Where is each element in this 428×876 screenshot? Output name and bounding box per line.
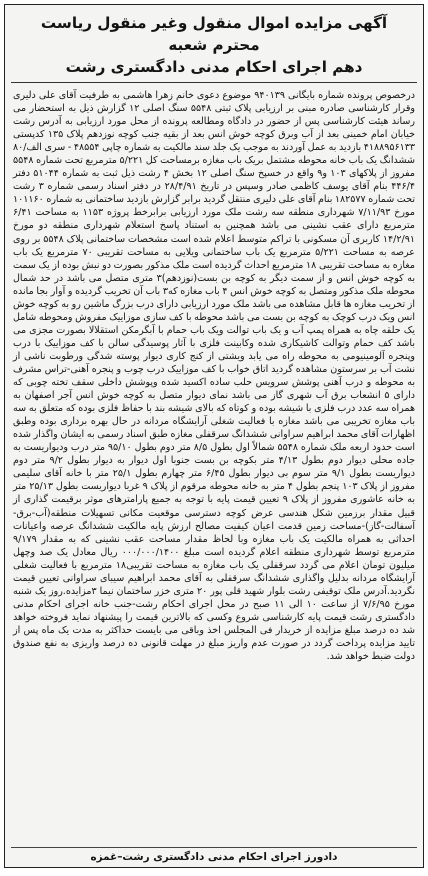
notice-title-line-2: دهم اجرای احکام مدنی دادگستری رشت [65,58,363,76]
notice-body-text: درخصوص پرونده شماره بایگانی ۹۴۰۱۳۹ موضوع دعوی خانم زهرا هاشمی به طرفیت آقای علی دلیری وقرار کارشناسی صادره مبنی بر ارزیابی پلاک ثبتی ۵۵۴۸ سنگ اصلی ۱۲ گزارش ذیل به استحضار می رساند هیئت کارشناسی پس از حضور در دادگاه ومطالعه پرونده از محل مورد ارزیابی به آدرس رشت خیابان امام خمینی بعد از آب وبرق کوچه خوش انس بعد از بقیه جنب کوچه نوزدهم پلاک ۱۳۵ کدپستی ۴۱۸۸۹۵۶۱۳۳ بازدید به عمل آوردند به موجب یک جلد سند مالکیت به شماره چاپی ۴۸۵۵۴ - سری الف/۸۰ ششدانگ یک باب خانه محوطه مشتمل بریک باب مغازه برمساحت کل ۵/۲۲۱ مترمربع تحت شماره ۵۵۴۸ مفروز از پلاکهای ۱۰۳ و۹ واقع در خسپخ سنگ اصلی ۱۲ بخش ۴ رشت ذیل ثبت به شماره ۵۱۰۴۴ دفتر ۴۴۶/۴ بنام آقای یوسف کاظمی صادر وسپس در تاریخ ۲۸/۴/۹۱ در دفتر اسناد رسمی شماره ۳ رشت تحت شماره ۱۸۲۵۷۷ بنام آقای علی دلیری منتقل گردید برابر گزارش بازدید ساختمانی به شماره ۱۰۱۱۶۰ مورخ ۷/۱۱/۹۳ شهرداری منطقه سه رشت ملک مورد ارزیابی برابرخط پروژه ۱۱۵۳ به مساحت ۶/۴۱ مترمربع دارای عقب نشینی می باشد همچنین به استناد پاسخ استعلام شهرداری منطقه دو مورخ ۱۴/۲/۹۱ کاربری آن مسکونی با تراکم متوسط اعلام شده است مشخصات ساختمانی پلاک ۵۵۴۸ بر روی عرصه به مساحت ۵/۲۲۱ مترمربع یک باب ساختمانی ویلایی به مساحت تقریبی ۷۰ مترمربع یک باب مغازه به مساحت تقریبی ۱۸ مترمربع احداث گردیده است ملک مذکور بصورت دو نبش بوده از یک سمت به کوچه خوش انس و از سمت دیگر به کوچه بن بست(نوزدهم)۳ متری متصل می باشد در حد شمال محوطه ملک مذکور ومتصل به کوچه خوش انس ۴ باب مغازه که۳ باب آن تخریب گردیده و آوار بجا مانده از تخریب مغازه ها قابل مشاهده می باشد ملک مورد ارزیابی دارای درب بزرگ ماشین رو به کوچه خوش انس ویک درب کوچک به کوچه بن بست می باشد محوطه با کف سازی موزاییک مفروش ومحوطه شامل یک حلقه چاه به همراه پمپ آب و یک باب توالت ویک باب حمام با آبگرمکن استقلالا بصورت مجزی می باشد کف حمام وتوالت کاشیکاری شده وکابینت فلزی با آثار پوسیدگی سالن با کف موزاییک با درب وپنجره آلومینیومی به محوطه راه می یابد ویشتی از کنج کاری دیوار پوسته شدگی ورطوبت ناشی از نشت آب بر سرستون مشاهده گردید اتاق خواب با کف موزاییک درب چوب و پنجره آهنی-تراس مشرف به محوطه و درب آهنی پوشش سرویس حلب ساده اکسید شده وپوشش داخلی سقف تخته چوبی که دارای ۵ انشعاب برق آب شهری گاز می باشد نمای دیوار متصل به کوچه خوش انس آجر اصفهان به همراه سه عدد درب فلزی با شیشه بوده و کوتاه که بالای شیشه بند با حفاظ فلزی بوده که متعلق به سه باب مغازه تخریبی می باشد مغازه با فعالیت شغلی آرایشگاه مردانه در حال بهره برداری بوده وطبق اظهارات آقای محمد ابراهیم سراوانی ششدانگ سرقفلی مغازه طبق اسناد رسمی به ایشان واگذار شده است حدود اربعه ملک شماره ۵۵۴۸ شمالاً اول بطول ۸/۵ متر دوم بطول ۹۵/۱۰ متر درب ودیواریست به جاده محلی دیوار دوم بطول ۴/۱۳ متر بکوچه بن بست جنوبا اول دیوار به دیوار بطول ۹/۲ متر دوم دیواریست بطول ۹/۱ متر سوم بی دیوار بطول ۶/۴۵ متر چهارم بطول ۲۵/۱ متر با خانه آقای سلیمی مفروز از پلاک ۱۰۳ پنجم بطول ۴ متر به خانه محوطه مرقوم از پلاک ۹ غربا دیواریست بطول ۲۵/۱۳ متر به خانه عاشوری مفروز از پلاک ۹ تعیین قیمت پایه با توجه به جمیع پارامترهای موثر برقیمت گذاری از قبیل مقدار برزمین شکل هندسی عرض کوچه دسترسی موقعیت مکانی تسهیلات منطقه(آب-برق-آسفالت-گاز)-مساحت زمین قدمت اعیان کیفیت مصالح ارزش پایه مالکیت ششدانگ عرصه واعیانات احداثی به همراه مالکیت یک باب مغازه وبا لحاظ مقدار مساحت عقب نشینی که به مقدار ۹/۱۷۹ مترمربع توسط شهرداری منطقه اعلام گردیده است مبلغ ۰۰۰/۰۰۰/۱۴۰۰ ریال معادل یک صد وچهل میلیون تومان اعلام می گردد سرقفلی یک باب مغازه به مساحت تقریبی۱۸ مترمربع با فعالیت شغلی آرایشگاه مردانه بدلیل واگذاری ششدانگ سرقفلی به آقای محمد ابراهیم سیبای سراوانی تعیین قیمت نگردید.آدرس ملک توقیفی رشت بلوار شهید قلی پور ۲۰ متری خزر ساختمان نیما ۳مزایده.روز یک شنبه مورخ ۷/۶/۹۵ از ساعت ۱۰ الی ۱۱ صبح در محل اجرای احکام رشت-جنب خانه اجرای احکام مدنی دادگستری رشت قیمت پایه کارشناسی شروع وکسی که بالاترین قیمت را پیشنهاد نماید فروخته خواهد شد ده درصد مبلغ مزایده از خریدار فی المجلس اخذ وباقی می بایست حداکثر به مدت یک ماه پس از تایید مزایده پرداخت گردد در صورت عدم واریز مبلغ در مهلت قانونی ده درصد واریزی به نفع صندوق دولت ضبط خواهد شد. [13,90,416,663]
notice-title [11,9,417,83]
notice-signature: دادورز اجرای احکام مدنی دادگستری رشت–غمزه [11,847,417,864]
notice-title-line-1: آگهی مزایده اموال منقول وغیر منقول ریاست محترم شعبه [40,14,388,54]
legal-notice [4,4,424,868]
